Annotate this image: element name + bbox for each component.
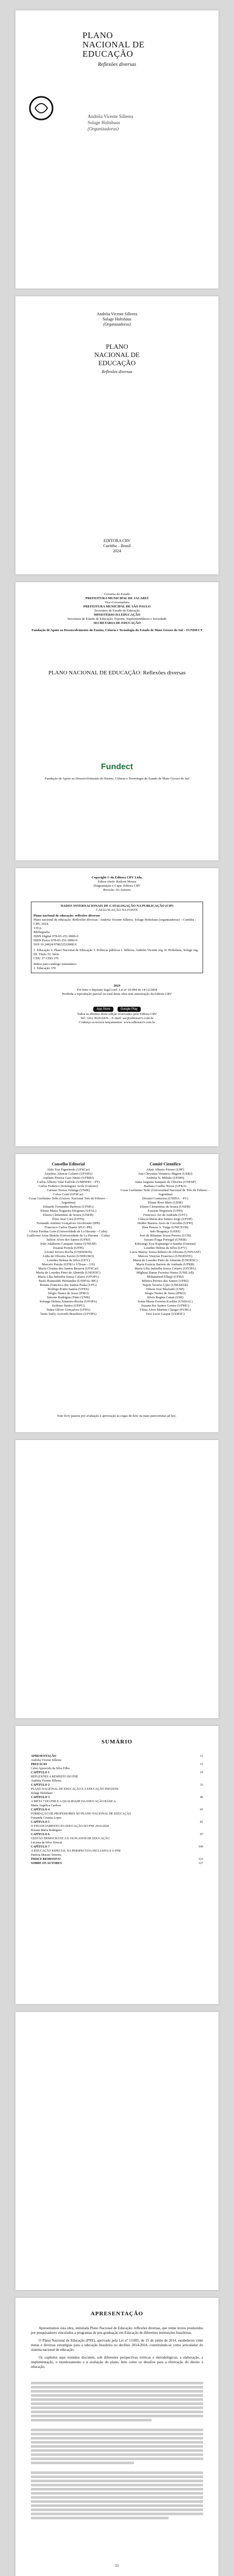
summary-entry-page: 81 [200,1821,203,1824]
member-name: Aldo Tosi Figueiredo (UFSCar) [47,1168,90,1172]
editorial-council-list [23,1168,113,1316]
summary-entry-label: GESTÃO DEMOCRÁTICA E OS PLANOS DE EDUCAÇÃO [31,1837,110,1840]
summary-entry-label: CAPÍTULO 6 [31,1833,50,1836]
title-page [15,296,219,574]
member-name: Carlos Alberto Vilar Estêvão (UMINHO – PT) [37,1180,100,1184]
member-name: Élsio José Corá (UFFS) [52,1217,85,1221]
member-name: Guillermo Arias Beatón (Universidade de La Havana – Cuba) [27,1234,110,1238]
member-name: Anselmo Alencar Colares (UFOPA) [44,1172,93,1176]
catalog-contact: Todos os direitos desta edição reservados pela Editora CRV Tel.: (41) 3029-6416 – E-mail: sac@editoracrv.com.br Conheça os nossos lançamentos: www.editoracrv.com.br [77,1012,157,1024]
summary-entry-label: ÍNDICE REMISSIVO [31,1858,61,1861]
summary-entry-label: PLANO NACIONAL DE EDUCAÇÃO E A EDUCAÇÃO INFANTIL [31,1788,119,1791]
cover-title: PLANO NACIONAL DE EDUCAÇÃO [82,30,145,59]
summary-entry-label: Andréia Vicente Sillerea [31,1780,61,1783]
title-book: PLANO NACIONAL DE EDUCAÇÃO Reflexões diversas [94,343,140,374]
member-name: Tadeu Oliver Gonçalves (UFPA) [46,1308,91,1312]
summary-entry[interactable] [31,1824,203,1828]
summary-entry-page: 65 [200,1808,203,1811]
member-name: Carmen Tereza Velanga (UNIR) [46,1189,90,1192]
summary-entry-page: 11 [200,1755,203,1758]
presentation-body: Apresentamos esta obra, intitulada Plano Nacional de Educação: reflexões diversas, que reúne textos produzidos por pesquisadores vinculados a programas de pós-graduação em Educação de diferentes instituições brasileiras. O Plano Nacional de Educação (PNE), aprovado pela Lei nº 13.005, de 25 de junho de 2014, estabeleceu vinte metas e diversas estratégias para a educação brasileira no decênio 2014-2024, constituindo-se como articulador do sistema nacional de educação. Os capítulos aqui reunidos discutem, sob diferentes perspectivas teóricas e metodológicas, a elaboração, a implementação, o monitoramento e a avaliação do plano, bem como os desafios para a efetivação do direito à educação. [31,2326,203,2369]
summary-entry-label: O FINANCIAMENTO DA EDUCAÇÃO NO PNE 2014-2024 [31,1825,109,1828]
member-name: Rodrigo Pratte-Santos (UFES) [47,1287,89,1291]
summary-entry-page: 33 [200,1784,203,1787]
fundect-logo: Fundect [101,762,133,771]
summary-entry-label: Celso Aparecido da Silva Filho [31,1767,70,1770]
member-name: Najela Tavares Ujiie (UNESPAR) [142,1283,188,1287]
member-name: Sonia Maria Ferreira Koehler (UNISAL) [138,1300,193,1303]
summary-entry-label: A EDUCAÇÃO ESPECIAL NA PERSPECTIVA INCLUSIVA E O PNE [31,1850,121,1853]
summary-list [31,1754,203,1866]
summary-entry-label: CAPÍTULO 1 [31,1771,50,1774]
member-name: Elizeu Clementino de Souza (UNEB) [43,1213,94,1217]
summary-entry-page: 97 [200,1833,203,1836]
summary-entry-label: REFLEXÕES A RESPEITO DO PNE [31,1775,78,1778]
title-imprint: EDITORA CRV Curitiba – Brasil 2024 [103,538,131,553]
member-name: Elizeu Clementino de Souza (UNEB) [140,1205,191,1209]
summary-entry-label: Luciana da Silva Alencar [31,1841,62,1844]
summary-entry[interactable] [31,1853,203,1857]
blank-page [15,2012,219,2290]
member-name: Lucia Marisy Souza Ribeiro de Oliveira (UNIVASF) [129,1250,201,1254]
member-name: Fauston Negreiros (UFPI) [147,1209,183,1213]
member-name: Lourdes Helena da Silva (UFV) [143,1246,187,1250]
summary-entry-page: 109 [198,1845,203,1849]
summary-entry-label: CAPÍTULO 4 [31,1808,50,1811]
member-name: Jailson Alves dos Santos (UFRJ) [46,1238,91,1242]
blank-page [15,1440,219,1718]
member-name: Sérgio Nunes de Jesus (IFRO) [145,1292,186,1295]
member-name: Gláucia Maria dos Santos Jorge (UFOP) [138,1217,193,1221]
member-name: Sérgio Nunes de Jesus (IFRO) [48,1292,89,1295]
member-name: Eliane Rose Maio (UEM) [148,1201,182,1205]
summary-entry[interactable] [31,1849,203,1853]
summary-entry[interactable] [31,1808,203,1812]
member-name: Cesar Gerônimo Tello (Univer. Nacional Três de Febrero – Argentina) [28,1197,108,1205]
summary-entry[interactable] [31,1787,203,1791]
summary-entry-label: Solage Holtsbaus [31,1792,53,1795]
member-name: Lourdes Helena da Silva (UFV) [46,1259,90,1262]
cover-organizers: Andréia Vicente Sillerea Solage Holtsbaus (Organizadoras) [88,114,133,131]
summary-entry[interactable] [31,1804,203,1808]
summary-entry[interactable] [31,1816,203,1820]
summary-entry[interactable] [31,1775,203,1779]
summary-entry[interactable] [31,1758,203,1762]
member-name: Marcos Vinicius Francisco (UNOESTE) [138,1255,193,1258]
summary-entry-label: CAPÍTULO 5 [31,1821,50,1824]
summary-entry[interactable] [31,1861,203,1866]
google-play-badge[interactable]: Google Play [118,1007,141,1012]
member-name: Sydione Santos (UEPG) [52,1304,85,1308]
member-name: Altair Alberto Fávero (UPF) [146,1168,185,1172]
member-name: Mohammed Elhajji (UFRJ) [146,1275,184,1279]
member-name: Kilwangy Kya Kapitango-a-Samba (Unemat) [135,1242,196,1246]
summary-entry-label: CAPÍTULO 7 [31,1845,50,1849]
member-name: Inês Bragança (UERJ) [150,1230,180,1233]
member-name: Lídia de Oliveira Xavier (UNIEURO) [43,1255,94,1258]
member-name: Paulo Romualdo Hernandes (UNIFAL-MG) [39,1279,98,1283]
editorial-council: Conselho Editorial Aldo Tosi Figueiredo (UFSCar) Anselmo Alencar Colares (UFOPA) Antônio Pereira Gaio Júnior (UFRRJ) Carlos Alberto Vilar Estêvão (UMINHO – PT) Carlos Federico Domínguez Avila (Unieuro) Carmen Tereza Velanga (UNIR) Celso Conti (UFSCar) Cesar Gerônimo Tello (Univer. Nacional Três de Febrero – Argentina) Eduardo Fernandes Barbosa (UFMG) Elione Maria Nogueira Diogenes (UFAL) Elizeu Clementino de Souza (UNEB) Élsio José Corá (UFFS) Fernando Antônio Gonçalves Alcoforado (IPB) Francisco Carlos Duarte (PUC-PR) Gloria Fariñas León (Universidade de La Havana – Cuba) Guillermo Arias Beatón (Universidade de La Havana – Cuba) Jailson Alves dos Santos (UFRJ) João Adalberto Campato Junior (UNESP) Josania Portela (UFPI) Leonel Severo Rocha (UNISINOS) Lídia de Oliveira Xavier (UNIEURO) Lourdes Helena da Silva (UFV) Marcelo Paixão (UFRJ e UTexas – US) Maria Cristina dos Santos Bezerra (UFSCar) Maria de Lourdes Pinto de Almeida (UNOESC) Maria Lília Imbiriba Sousa Colares (UFOPA) Paulo Romualdo Hernandes (UNIFAL-MG) Renato Francisco dos Santos Paula (UFG) Rodrigo Pratte-Santos (UFES) Sérgio Nunes de Jesus (IFRO) Simone Rodrigues Pinto (UNB) Solange Helena Ximenes-Rocha (UFOPA) Sydione Santos (UEPG) Tadeu Oliver Gonçalves (UFPA) Tania Suely Azevedo Brasileiro (UFOPA) [23,1162,113,1316]
summary-entry[interactable] [31,1783,203,1787]
scientific-committee: Comitê Científico Altair Alberto Fávero (UPF) Ana Chrystina Venancio Mignot (UERJ) Andréia N. Militão (UEMS) Anna Augusta Sampaio de Oliveira (UNESP) Barbara Coelho Neves (UFBA) Cesar Gerônimo Tello (Universidad Nacional de Três de Febrero – Argentina) Diosnel Centurion (UNIDA – PY) Eliane Rose Maio (UEM) Elizeu Clementino de Souza (UNEB) Fauston Negreiros (UFPI) Francisco Ari de Andrade (UFC) Gláucia Maria dos Santos Jorge (UFOP) Helder Buenos Aires de Carvalho (UFPI) Ilma Passos A. Veiga (UNICEUB) Inês Bragança (UERJ) José de Ribamar Sousa Pereira (UCB) Jussara Fraga Portugal (UNEB) Kilwangy Kya Kapitango-a-Samba (Unemat) Lourdes Helena da Silva (UFV) Lucia Marisy Souza Ribeiro de Oliveira (UNIVASF) Marcos Vinicius Francisco (UNOESTE) Maria de Lourdes Pinto de Almeida (UNOESC) Maria Eurácia Barreto de Andrade (UFRB) Maria Lília Imbiriba Sousa Colares (UFOPA) Míghian Danae Ferreira Nunes (UNILAB) Mohammed Elhajji (UFRJ) Mônica Pereira dos Santos (UFRJ) Najela Tavares Ujiie (UNESPAR) Nilson José Machado (USP) Sérgio Nunes de Jesus (IFRO) Silvia Regina Canan (URI) Sonia Maria Ferreira Koehler (UNISAL) Suzana dos Santos Gomes (UFMG) Vânia Alves Martins Chaigar (FURG) Vera Lucia Gaspar (UDESC) [120,1162,210,1316]
member-name: Mônica Pereira dos Santos (UFRJ) [142,1279,189,1283]
summary-entry-label: APRESENTAÇÃO [31,1755,57,1758]
title-organizers: Andréia Vicente Sillerea Solage Holtsbaus (Organizadoras) [96,312,138,327]
summary-entry-label: CAPÍTULO 3 [31,1796,50,1799]
sponsor-lines: Governo do Estado PREFEITURA MUNICIPAL DE JACAREÍ Vice-Governadora PREFEITURA MUNICIPAL DE SÃO PAULO Secretário de Estado de Educação MINISTÉRIO DA EDUCAÇÃO Secretaria de Estado de Educação, Esporte, Superintendência e Sociedade SECRETARIA DE EDUCAÇÃO Fundação de Apoio ao Desenvolvimento do Ensino, Ciência e Tecnologia do Estado de Mato Grosso do Sul – FUNDECT [31,592,203,632]
member-name: Diosnel Centurion (UNIDA – PY) [142,1197,189,1200]
summary-entry[interactable] [31,1833,203,1837]
member-name: Fernando Antônio Gonçalves Alcoforado (IPB) [36,1222,101,1225]
member-name: Maria de Lourdes Pinto de Almeida (UNOESC) [36,1271,101,1275]
catalog-credits: Copyright © da Editora CRV Ltda. Editor-chefe: Railson Moura Diagramação e Capa: Editora CRV Revisão: Os Autores [91,876,143,892]
member-name: João Adalberto Campato Junior (UNESP) [40,1242,96,1246]
summary-entry-label: A META 7 DO PNE E A QUALIDADE DA EDUCAÇÃO BÁSICA [31,1800,116,1803]
member-name: Ilma Passos A. Veiga (UNICEUB) [142,1226,189,1229]
publisher-logo-icon [26,93,57,124]
member-name: Barbara Coelho Neves (UFBA) [144,1184,187,1188]
summary-entry-label: FORMAÇÃO DE PROFESSORES NO PLANO NACIONAL DE EDUCAÇÃO [31,1812,131,1816]
member-name: Francisco Ari de Andrade (UFC) [143,1213,188,1217]
sponsor-page [15,582,219,860]
member-name: Elione Maria Nogueira Diogenes (UFAL) [40,1209,96,1213]
member-name: Francisco Carlos Duarte (PUC-PR) [44,1226,92,1229]
summary-entry-page: 49 [200,1796,203,1799]
member-name: Nilson José Machado (USP) [146,1287,185,1291]
member-name: Maria Cristina dos Santos Bezerra (UFSCar) [38,1267,98,1270]
summary-entry[interactable] [31,1812,203,1816]
member-name: Maria Lília Imbiriba Sousa Colares (UFOPA) [38,1275,99,1279]
member-name: Vânia Alves Martins Chaigar (FURG) [139,1308,191,1312]
member-name: Gloria Fariñas León (Universidade de La Havana – Cuba) [29,1230,107,1233]
cip-record: DADOS INTERNACIONAIS DE CATALOGAÇÃO NA PUBLICAÇÃO (CIP) CATALOGAÇÃO NA FONTE Plano nacional de educação: reflexões diversas Plano nacional de educação: Reflexões diversas / Andréia Vicente Sillerea, Solage Holtsbaus (organizadoras) – Curitiba : CRV, 2024. 130 p. Bibliografia ISBN Digital 978-65-251-0000-0 ISBN Físico 978-65-251-0000-0 DOI 10.24824/978652510000.0 1. Educação 2. Plano Nacional de Educação 3. Políticas públicas I. Sillerea, Andréia Vicente org. II. Holtsbaus, Solage org. III. Título IV. Série CDU 37 CDD 370 Índice para catálogo sistemático 1. Educação 370 [31,902,203,973]
member-name: Silvia Regina Canan (URI) [147,1296,183,1299]
presentation-page [15,2298,219,2576]
summary-entry-label: SOBRE OS AUTORES [31,1862,62,1865]
member-name: Maria Eurácia Barreto de Andrade (UFRB) [136,1263,194,1266]
summary-entry[interactable] [31,1857,203,1861]
summary-entry-label: Rosana Maria Rodrigues [31,1829,62,1832]
member-name: Vera Lucia Gaspar (UDESC) [145,1312,185,1316]
summary-entry[interactable] [31,1795,203,1800]
member-name: Tania Suely Azevedo Brasileiro (UFOPA) [40,1312,97,1316]
summary-entry-label: CAPÍTULO 2 [31,1784,50,1787]
member-name: Maria de Lourdes Pinto de Almeida (UNOESC) [133,1259,197,1262]
summary-entry[interactable] [31,1800,203,1804]
member-name: Simone Rodrigues Pinto (UNB) [46,1296,90,1299]
summary-entry[interactable] [31,1779,203,1783]
app-store-badge[interactable]: App Store [93,1007,113,1012]
summary-entry-label: Fernanda Cristina Lopes [31,1817,61,1820]
summary-entry[interactable] [31,1762,203,1767]
page-number: 11 [115,2563,119,2568]
summary-entry[interactable] [31,1791,203,1795]
member-name: Cesar Gerônimo Tello (Universidad Nacional de Três de Febrero – Argentina) [120,1189,210,1196]
summary-entry[interactable] [31,1845,203,1849]
catalog-page [15,868,219,1146]
cover-page [15,10,219,289]
summary-entry[interactable] [31,1841,203,1845]
member-name: Josania Portela (UFPI) [53,1246,84,1250]
council-note: Este livro passou por avaliação e aprovação às cegas de dois ou mais pareceristas ad hoc. [57,1414,177,1418]
council-page [15,1154,219,1432]
summary-entry-page: 19 [200,1771,203,1774]
sponsor-book-title: PLANO NACIONAL DE EDUCAÇÃO: Reflexões diversas [48,670,186,676]
summary-entry-page: 127 [198,1862,203,1865]
member-name: Marcelo Paixão (UFRJ e UTexas – US) [42,1263,95,1266]
member-name: Míghian Danae Ferreira Nunes (UNILAB) [136,1271,194,1275]
member-name: Suzana dos Santos Gomes (UFMG) [141,1304,190,1308]
member-name: Jussara Fraga Portugal (UNEB) [144,1238,187,1242]
catalog-legal: 2024 Foi feito o depósito legal conf. Lei nº 10.994 de 14/12/2004 Proibida a reprodução parcial ou total desta obra sem autorização da Editora CRV [62,984,172,996]
member-name: Solange Helena Ximenes-Rocha (UFOPA) [39,1300,97,1303]
store-badges [31,1003,203,1012]
member-name: Helder Buenos Aires de Carvalho (UFPI) [137,1222,193,1225]
summary-entry[interactable] [31,1828,203,1833]
summary-entry-label: Andréia Vicente Sillerea [31,1759,61,1762]
member-name: Antônio Pereira Gaio Júnior (UFRRJ) [43,1176,94,1180]
summary-entry[interactable] [31,1820,203,1824]
text-lines [31,2380,203,2521]
summary-entry-label: PREFÁCIO [31,1763,47,1766]
scientific-committee-list [120,1168,210,1316]
summary-entry[interactable] [31,1837,203,1841]
summary-entry-page: 15 [200,1763,203,1766]
fund-footer: Fundação de Apoio ao Desenvolvimento do Ensino, Ciência e Tecnologia do Estado de Mato Grosso do Sul [44,777,190,781]
member-name: Eduardo Fernandes Barbosa (UFMG) [43,1205,94,1209]
summary-entry[interactable] [31,1754,203,1758]
summary-entry-label: Patrícia Moraes Teixeira [31,1854,61,1857]
member-name: Anna Augusta Sampaio de Oliveira (UNESP) [135,1180,196,1184]
summary-entry-page: 123 [198,1858,203,1861]
summary-entry-label: Maria Angélica Cardoso [31,1804,61,1807]
member-name: Ana Chrystina Venancio Mignot (UERJ) [138,1172,193,1176]
member-name: Andréia N. Militão (UEMS) [146,1176,185,1180]
summary-page [15,1726,219,2004]
cover-subtitle: Reflexões diversas [98,62,137,67]
summary-title: SUMÁRIO [101,1739,133,1745]
member-name: Celso Conti (UFSCar) [53,1193,83,1196]
presentation-title: APRESENTAÇÃO [90,2311,144,2317]
summary-entry[interactable] [31,1771,203,1775]
member-name: Maria Lília Imbiriba Sousa Colares (UFOPA) [135,1267,196,1270]
member-name: Carlos Federico Domínguez Avila (Unieuro) [38,1184,98,1188]
member-name: José de Ribamar Sousa Pereira (UCB) [139,1234,191,1238]
member-name: Leonel Severo Rocha (UNISINOS) [44,1250,92,1254]
summary-entry[interactable] [31,1767,203,1771]
member-name: Renato Francisco dos Santos Paula (UFG) [40,1283,97,1287]
